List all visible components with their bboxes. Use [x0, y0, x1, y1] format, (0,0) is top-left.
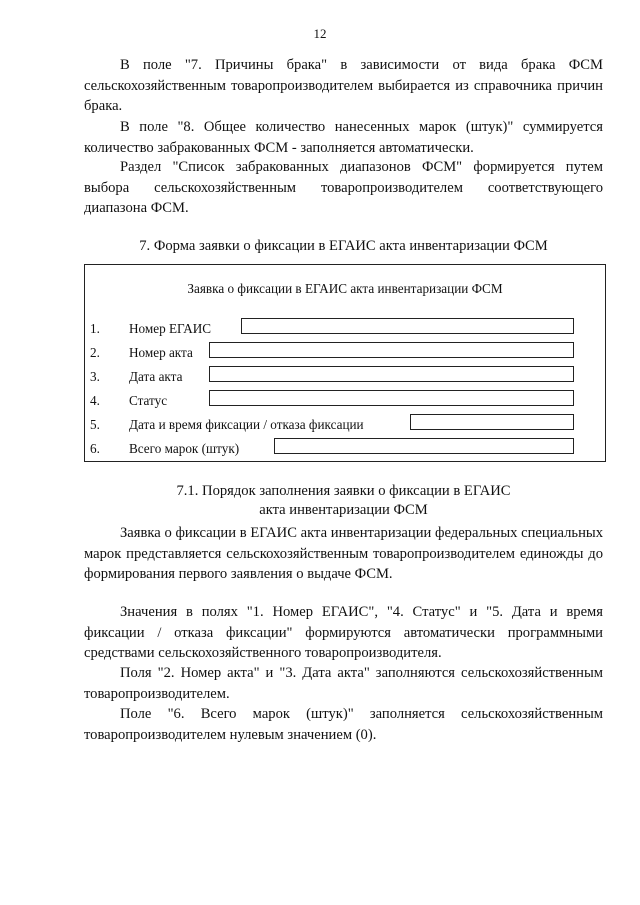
egais-number-field[interactable] [241, 318, 574, 334]
form-row-egais-number [85, 318, 605, 338]
row-number: 5. [90, 417, 100, 432]
total-stamps-field[interactable] [274, 438, 574, 454]
row-label: Статус [129, 393, 168, 408]
fixation-datetime-field[interactable] [410, 414, 574, 430]
row-number: 2. [90, 345, 100, 360]
paragraph-auto-fields: Значения в полях "1. Номер ЕГАИС", "4. Статус" и "5. Дата и время фиксации / отказа фиксации" формируются автоматически программными средствами сельскохозяйственного товаропроизводителя. [84, 604, 603, 661]
form-row-act-date [85, 366, 605, 386]
form-row-fixation-datetime [85, 414, 605, 434]
subsection-heading-line1: 7.1. Порядок заполнения заявки о фиксации в ЕГАИС [176, 483, 511, 499]
row-label: Номер ЕГАИС [129, 321, 212, 336]
form-row-total-stamps [85, 438, 605, 458]
paragraph-total-stamps: В поле "8. Общее количество нанесенных марок (штук)" суммируется количество забракованных ФСМ - заполняется автоматически. [84, 119, 603, 156]
section-heading: 7. Форма заявки о фиксации в ЕГАИС акта инвентаризации ФСМ [139, 238, 548, 254]
paragraph-application-purpose: Заявка о фиксации в ЕГАИС акта инвентаризации федеральных специальных марок представляется сельскохозяйственным товаропроизводителем единожды до формирования первого заявления о выдаче ФСМ. [84, 525, 603, 582]
subsection-heading-line2: акта инвентаризации ФСМ [259, 502, 428, 518]
inventory-fixation-form [84, 264, 606, 462]
row-number: 4. [90, 393, 100, 408]
form-row-status [85, 390, 605, 410]
paragraph-manual-fields: Поля "2. Номер акта" и "3. Дата акта" заполняются сельскохозяйственным товаропроизводителем. [84, 665, 603, 702]
row-label: Дата акта [129, 369, 183, 384]
form-title: Заявка о фиксации в ЕГАИС акта инвентаризации ФСМ [187, 281, 503, 296]
row-number: 1. [90, 321, 100, 336]
page-number: 12 [313, 26, 327, 41]
act-date-field[interactable] [209, 366, 574, 382]
row-label: Всего марок (штук) [129, 441, 240, 456]
row-number: 3. [90, 369, 100, 384]
paragraph-rejected-ranges: Раздел "Список забракованных диапазонов ФСМ" формируется путем выбора сельскохозяйственным товаропроизводителем соответствующего диапазона ФСМ. [84, 159, 603, 216]
act-number-field[interactable] [209, 342, 574, 358]
form-row-act-number [85, 342, 605, 362]
row-number: 6. [90, 441, 100, 456]
row-label: Дата и время фиксации / отказа фиксации [129, 417, 364, 432]
paragraph-rejection-reasons: В поле "7. Причины брака" в зависимости от вида брака ФСМ сельскохозяйственным товаропроизводителем выбирается из справочника причин брака. [84, 57, 603, 114]
paragraph-total-zero: Поле "6. Всего марок (штук)" заполняется сельскохозяйственным товаропроизводителем нулевым значением (0). [84, 706, 603, 743]
row-label: Номер акта [129, 345, 193, 360]
status-field[interactable] [209, 390, 574, 406]
